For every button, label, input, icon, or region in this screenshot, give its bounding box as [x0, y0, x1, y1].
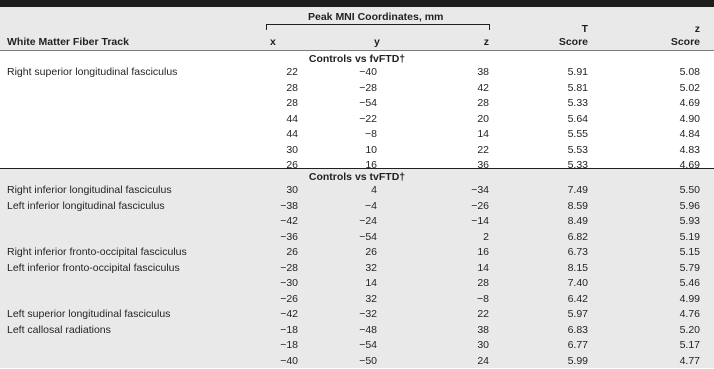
table-row	[0, 260, 714, 276]
y-cell: 26	[365, 246, 377, 258]
table-row	[0, 322, 714, 338]
z-score-cell: 4.84	[679, 128, 700, 140]
fiber-track-cell: Right superior longitudinal fasciculus	[7, 66, 178, 78]
fiber-track-cell: Left inferior fronto-occipital fasciculus	[7, 261, 180, 274]
t-score-cell: 5.97	[567, 308, 588, 320]
t-score-cell: 8.15	[567, 261, 588, 274]
fiber-track-cell: Left superior longitudinal fasciculus	[7, 308, 171, 320]
x-cell: 28	[286, 97, 298, 109]
t-score-cell: 6.82	[567, 230, 588, 243]
y-cell: 4	[371, 184, 377, 196]
z-cell: 28	[477, 277, 489, 289]
x-cell: −18	[280, 339, 298, 351]
z-cell: 16	[477, 246, 489, 258]
z-score-cell: 4.76	[679, 308, 700, 320]
x-cell: 26	[286, 159, 298, 171]
z-score-cell: 5.19	[679, 230, 700, 243]
y-cell: 14	[365, 277, 377, 289]
t-score-cell: 6.77	[567, 339, 588, 351]
header-t-line1: T	[581, 23, 588, 35]
t-score-cell: 5.33	[567, 159, 588, 171]
t-score-cell: 5.91	[567, 66, 588, 78]
y-cell: −4	[365, 199, 377, 212]
z-cell: −8	[477, 292, 489, 305]
z-cell: 42	[477, 81, 489, 94]
table-row	[0, 306, 714, 322]
t-score-cell: 5.64	[567, 112, 588, 125]
y-cell: −50	[359, 354, 377, 367]
header-y: y	[374, 36, 380, 48]
table-row	[0, 80, 714, 96]
z-score-cell: 5.20	[679, 323, 700, 336]
header-group-bracket	[266, 24, 490, 30]
z-cell: −26	[471, 199, 489, 212]
header-track: White Matter Fiber Track	[7, 36, 129, 48]
z-cell: 36	[477, 159, 489, 171]
z-score-cell: 4.69	[679, 97, 700, 109]
z-score-cell: 5.17	[679, 339, 700, 351]
table-row	[0, 291, 714, 307]
t-score-cell: 8.49	[567, 215, 588, 227]
table-row	[0, 213, 714, 229]
z-score-cell: 5.02	[679, 81, 700, 94]
x-cell: −18	[280, 323, 298, 336]
table-row	[0, 337, 714, 353]
z-score-cell: 5.08	[679, 66, 700, 78]
z-cell: 28	[477, 97, 489, 109]
t-score-cell: 6.42	[567, 292, 588, 305]
y-cell: 32	[365, 292, 377, 305]
z-cell: 38	[477, 66, 489, 78]
table-row	[0, 157, 714, 173]
table-row	[0, 198, 714, 214]
t-score-cell: 6.73	[567, 246, 588, 258]
x-cell: −42	[280, 215, 298, 227]
z-score-cell: 4.99	[679, 292, 700, 305]
table-row	[0, 353, 714, 369]
x-cell: 26	[286, 246, 298, 258]
x-cell: −38	[280, 199, 298, 212]
table-row	[0, 126, 714, 142]
z-score-cell: 5.50	[679, 184, 700, 196]
t-score-cell: 7.40	[567, 277, 588, 289]
y-cell: −32	[359, 308, 377, 320]
x-cell: −28	[280, 261, 298, 274]
fiber-track-cell: Left inferior longitudinal fasciculus	[7, 199, 165, 212]
x-cell: −36	[280, 230, 298, 243]
t-score-cell: 5.33	[567, 97, 588, 109]
z-cell: 2	[483, 230, 489, 243]
t-score-cell: 8.59	[567, 199, 588, 212]
z-cell: 30	[477, 339, 489, 351]
z-score-cell: 5.15	[679, 246, 700, 258]
x-cell: −26	[280, 292, 298, 305]
y-cell: −48	[359, 323, 377, 336]
t-score-cell: 5.55	[567, 128, 588, 140]
z-score-cell: 4.69	[679, 159, 700, 171]
y-cell: 32	[365, 261, 377, 274]
x-cell: 22	[286, 66, 298, 78]
x-cell: 30	[286, 143, 298, 156]
x-cell: 30	[286, 184, 298, 196]
header-zs-line1: z	[694, 23, 700, 35]
z-score-cell: 5.46	[679, 277, 700, 289]
header-group-label: Peak MNI Coordinates, mm	[308, 11, 444, 23]
y-cell: −8	[365, 128, 377, 140]
z-cell: 22	[477, 143, 489, 156]
t-score-cell: 7.49	[567, 184, 588, 196]
header-zs-line2: Score	[670, 36, 700, 48]
t-score-cell: 5.53	[567, 143, 588, 156]
z-cell: 24	[477, 354, 489, 367]
y-cell: −54	[359, 230, 377, 243]
y-cell: −24	[359, 215, 377, 227]
fiber-track-cell: Right inferior fronto-occipital fasciculus	[7, 246, 187, 258]
table-top-bar	[0, 0, 714, 7]
header-x: x	[270, 36, 276, 48]
x-cell: 28	[286, 81, 298, 94]
x-cell: −40	[280, 354, 298, 367]
table-row	[0, 275, 714, 291]
fiber-track-cell: Left callosal radiations	[7, 323, 111, 336]
fiber-track-cell: Right inferior longitudinal fasciculus	[7, 184, 172, 196]
z-score-cell: 4.83	[679, 143, 700, 156]
x-cell: −30	[280, 277, 298, 289]
header-t-line2: Score	[558, 36, 588, 48]
table-row	[0, 95, 714, 111]
y-cell: 16	[365, 159, 377, 171]
t-score-cell: 5.81	[567, 81, 588, 94]
z-cell: −34	[471, 184, 489, 196]
z-score-cell: 4.77	[679, 354, 700, 367]
t-score-cell: 6.83	[567, 323, 588, 336]
z-cell: 38	[477, 323, 489, 336]
section-title: Controls vs tvFTD†	[308, 171, 406, 183]
table-row	[0, 182, 714, 198]
z-score-cell: 5.96	[679, 199, 700, 212]
x-cell: 44	[286, 128, 298, 140]
table-row	[0, 142, 714, 158]
y-cell: 10	[365, 143, 377, 156]
y-cell: −40	[359, 66, 377, 78]
z-score-cell: 5.79	[679, 261, 700, 274]
z-cell: 14	[477, 261, 489, 274]
z-score-cell: 5.93	[679, 215, 700, 227]
section-title: Controls vs fvFTD†	[308, 53, 406, 65]
y-cell: −28	[359, 81, 377, 94]
header-z: z	[483, 36, 489, 48]
x-cell: −42	[280, 308, 298, 320]
table-row	[0, 244, 714, 260]
t-score-cell: 5.99	[567, 354, 588, 367]
z-cell: 22	[477, 308, 489, 320]
x-cell: 44	[286, 112, 298, 125]
y-cell: −54	[359, 97, 377, 109]
z-cell: 20	[477, 112, 489, 125]
y-cell: −54	[359, 339, 377, 351]
table-row	[0, 229, 714, 245]
table-row	[0, 64, 714, 80]
y-cell: −22	[359, 112, 377, 125]
z-score-cell: 4.90	[679, 112, 700, 125]
z-cell: −14	[471, 215, 489, 227]
z-cell: 14	[477, 128, 489, 140]
table-row	[0, 111, 714, 127]
